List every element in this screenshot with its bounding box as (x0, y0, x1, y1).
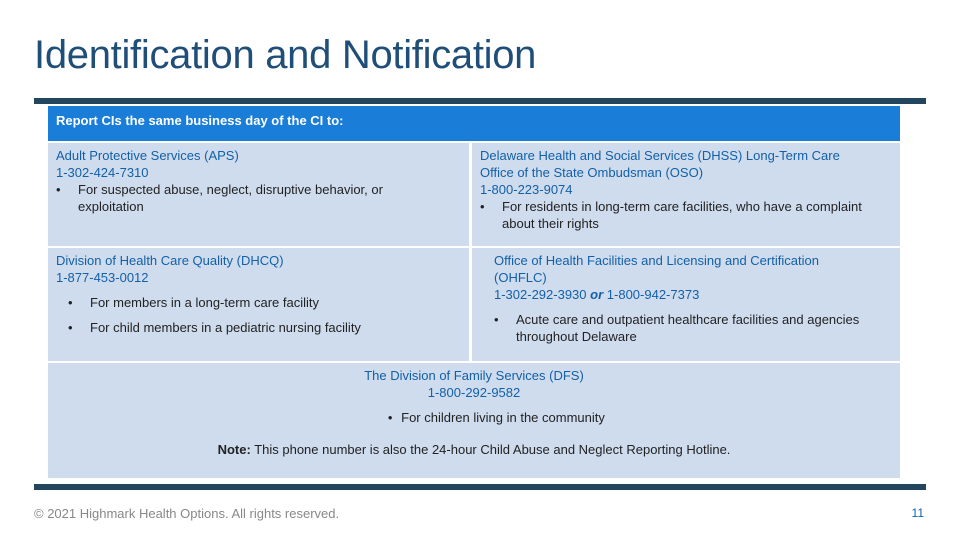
aps-cell (48, 143, 469, 246)
contact-table (48, 106, 900, 478)
dhss-phone: 1-800-223-9074 (480, 182, 573, 197)
bullet-icon: • (56, 182, 61, 197)
ohflc-phones (494, 286, 892, 303)
dfs-phone: 1-800-292-9582 (427, 385, 521, 400)
dhss-office: Office of the State Ombudsman (OSO) (480, 165, 704, 180)
table-header: Report CIs the same business day of the CI to: (48, 106, 900, 141)
copyright-footer: © 2021 Highmark Health Options. All rights reserved. (34, 506, 340, 521)
ohflc-bullet (494, 311, 892, 345)
dhss-name: Delaware Health and Social Services (DHSS) Long-Term Care (480, 148, 840, 163)
ohflc-phone-2: 1-800-942-7373 (606, 287, 700, 302)
bullet-icon: • (68, 295, 73, 310)
dfs-bullet (56, 409, 892, 426)
dhcq-bullet-2 (56, 319, 461, 336)
dhss-bullet (480, 198, 892, 232)
aps-bullet-text: For suspected abuse, neglect, disruptive behavior, or (78, 182, 383, 197)
note-label: Note: (217, 442, 251, 457)
dhcq-cell (48, 248, 469, 361)
bullet-icon: • (494, 312, 499, 327)
page-number: 11 (911, 506, 924, 520)
dfs-cell (48, 363, 900, 478)
title-divider (34, 98, 926, 104)
aps-bullet (56, 181, 461, 215)
ohflc-cell (472, 248, 900, 361)
ohflc-name: Office of Health Facilities and Licensing and Certification (494, 253, 819, 268)
page-title: Identification and Notification (34, 33, 537, 77)
dhcq-bullet-1 (56, 294, 461, 311)
aps-bullet-text-cont: exploitation (78, 199, 144, 214)
dfs-name: The Division of Family Services (DFS) (364, 368, 584, 383)
ohflc-bullet-text: Acute care and outpatient healthcare facilities and agencies (516, 312, 860, 327)
ohflc-or: or (590, 287, 604, 302)
ohflc-acronym: (OHFLC) (494, 270, 547, 285)
dhcq-bullet-1-text: For members in a long-term care facility (90, 295, 320, 310)
footer-divider (34, 484, 926, 490)
dfs-bullet-text: For children living in the community (401, 410, 605, 425)
note-text: This phone number is also the 24-hour Child Abuse and Neglect Reporting Hotline. (254, 442, 731, 457)
ohflc-phone-1: 1-302-292-3930 (494, 287, 587, 302)
dhss-bullet-text-cont: about their rights (502, 216, 599, 231)
dhcq-bullet-2-text: For child members in a pediatric nursing facility (90, 320, 361, 335)
dhcq-phone: 1-877-453-0012 (56, 270, 149, 285)
dhss-cell (472, 143, 900, 246)
bullet-icon: • (480, 199, 485, 214)
dhcq-name: Division of Health Care Quality (DHCQ) (56, 253, 284, 268)
aps-phone: 1-302-424-7310 (56, 165, 149, 180)
ohflc-bullet-text-cont: throughout Delaware (516, 329, 637, 344)
aps-name: Adult Protective Services (APS) (56, 148, 239, 163)
dfs-note (56, 441, 892, 458)
bullet-icon: • (68, 320, 73, 335)
bullet-icon: • (387, 410, 393, 425)
dhss-bullet-text: For residents in long-term care facilities, who have a complaint (502, 199, 862, 214)
